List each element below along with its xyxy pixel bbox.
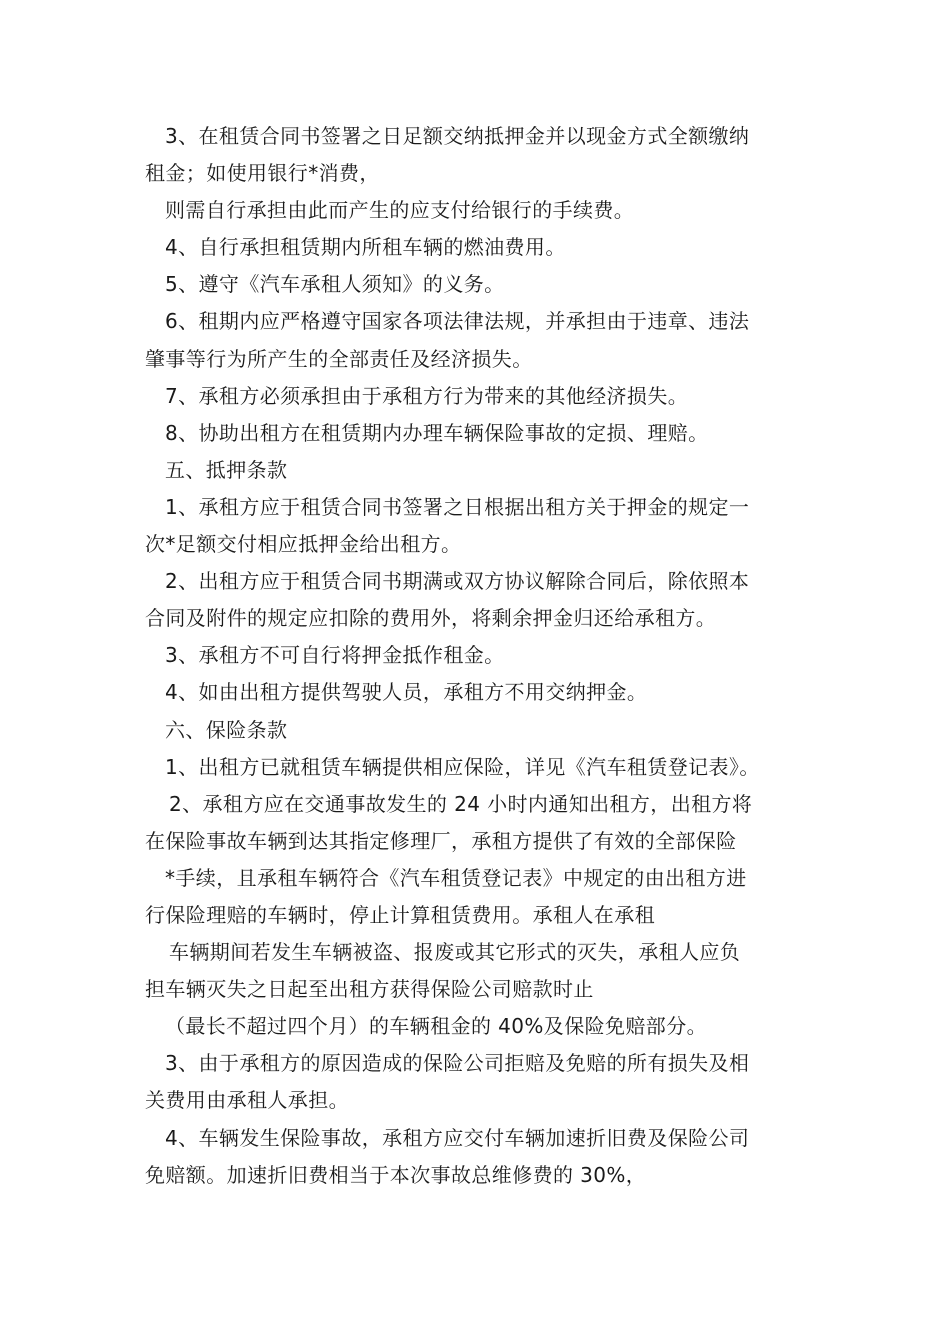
paragraph-line: 2、承租方应在交通事故发生的 24 小时内通知出租方，出租方将: [169, 791, 753, 816]
paragraph-line: 关费用由承租人承担。: [145, 1088, 349, 1113]
paragraph-line: 1、出租方已就租赁车辆提供相应保险，详见《汽车租赁登记表》。: [165, 754, 760, 779]
paragraph-line: 则需自行承担由此而产生的应支付给银行的手续费。: [165, 198, 635, 223]
paragraph-line: 3、承租方不可自行将押金抵作租金。: [165, 643, 505, 668]
paragraph-line: 4、车辆发生保险事故，承租方应交付车辆加速折旧费及保险公司: [165, 1125, 750, 1150]
paragraph-line: 担车辆灭失之日起至出租方获得保险公司赔款时止: [145, 977, 594, 1002]
paragraph-line: 8、协助出租方在租赁期内办理车辆保险事故的定损、理赔。: [165, 420, 709, 445]
paragraph-line: （最长不超过四个月）的车辆租金的 40%及保险免赔部分。: [165, 1014, 708, 1039]
section-heading: 五、抵押条款: [165, 457, 288, 482]
document-body: [145, 118, 815, 1194]
paragraph-line: 5、遵守《汽车承租人须知》的义务。: [165, 272, 505, 297]
paragraph-line: 行保险理赔的车辆时，停止计算租赁费用。承租人在承租: [145, 902, 655, 927]
paragraph-line: *手续，且承租车辆符合《汽车租赁登记表》中规定的由出租方进: [165, 865, 747, 890]
paragraph-line: 合同及附件的规定应扣除的费用外，将剩余押金归还给承租方。: [145, 606, 717, 631]
paragraph-line: 3、由于承租方的原因造成的保险公司拒赔及免赔的所有损失及相: [165, 1051, 750, 1076]
paragraph-line: 6、租期内应严格遵守国家各项法律法规，并承担由于违章、违法: [165, 309, 750, 334]
paragraph-line: 4、自行承担租赁期内所租车辆的燃油费用。: [165, 235, 566, 260]
paragraph-line: 肇事等行为所产生的全部责任及经济损失。: [145, 346, 533, 371]
paragraph-line: 7、承租方必须承担由于承租方行为带来的其他经济损失。: [165, 383, 689, 408]
paragraph-line: 车辆期间若发生车辆被盗、报废或其它形式的灭失，承租人应负: [169, 940, 741, 965]
paragraph-line: 在保险事故车辆到达其指定修理厂，承租方提供了有效的全部保险: [145, 828, 737, 853]
paragraph-line: 次*足额交付相应抵押金给出租方。: [145, 532, 462, 557]
paragraph-line: 2、出租方应于租赁合同书期满或双方协议解除合同后，除依照本: [165, 569, 750, 594]
paragraph-line: 租金；如使用银行*消费，: [145, 161, 380, 186]
paragraph-line: 3、在租赁合同书签署之日足额交纳抵押金并以现金方式全额缴纳: [165, 124, 750, 148]
section-heading: 六、保险条款: [165, 717, 288, 742]
paragraph-line: 1、承租方应于租赁合同书签署之日根据出租方关于押金的规定一: [165, 494, 750, 519]
paragraph-line: 4、如由出租方提供驾驶人员，承租方不用交纳押金。: [165, 680, 648, 705]
paragraph-line: 免赔额。加速折旧费相当于本次事故总维修费的 30%，: [145, 1162, 647, 1187]
